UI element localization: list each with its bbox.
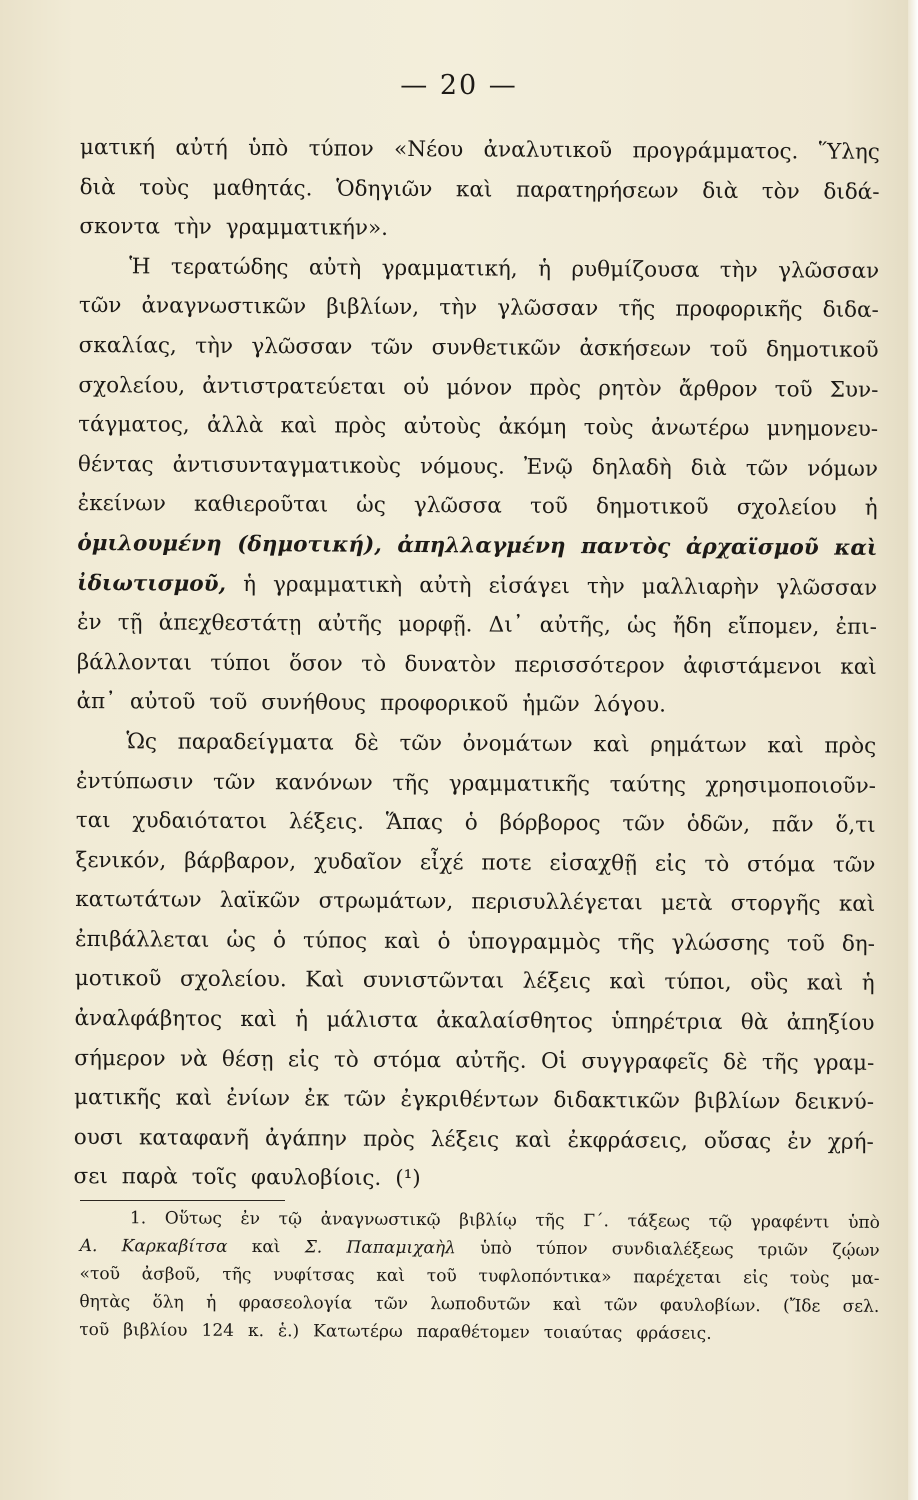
text-line: ἐκείνων καθιεροῦται ὡς γλῶσσα τοῦ δημοτικοῦ σχολείου ἡ <box>77 491 878 522</box>
text-line: σήμερον νὰ θέσῃ εἰς τὸ στόμα αὐτῆς. Οἱ συγγραφεῖς δὲ τῆς γραμ- <box>74 1045 875 1076</box>
text-line: ξενικόν, βάρβαρον, χυδαῖον εἶχέ ποτε εἰσαχθῇ εἰς τὸ στόμα τῶν <box>75 847 876 878</box>
text-line: τῶν ἀναγνωστικῶν βιβλίων, τὴν γλῶσσαν τῆς προφορικῆς διδα- <box>78 293 879 324</box>
text-line: μοτικοῦ σχολείου. Καὶ συνιστῶνται λέξεις καὶ τύποι, οὓς καὶ ἡ <box>74 966 875 997</box>
text-line: ὁμιλουμένη (δημοτική), ἀπηλλαγμένη παντὸς ἀρχαϊσμοῦ καὶ <box>77 530 878 561</box>
text-line: ἰδιωτισμοῦ, ἡ γραμματικὴ αὐτὴ εἰσάγει τὴν μαλλιαρὴν γλῶσσαν <box>77 570 878 601</box>
text-line: ἀναλφάβητος καὶ ἡ μάλιστα ἀκαλαίσθητος ὑπηρέτρια θὰ ἀπηξίου <box>74 1006 875 1036</box>
page-edge <box>908 0 918 1500</box>
main-text <box>73 128 880 1202</box>
footnote-line: Α. Καρκαβίτσα καὶ Σ. Παπαμιχαὴλ ὑπὸ τύπον συνδιαλέξεως τριῶν ζῴων <box>79 1235 880 1261</box>
text-line: διὰ τοὺς μαθητάς. Ὁδηγιῶν καὶ παρατηρήσεων διὰ τὸν διδά- <box>79 174 880 205</box>
text-line: ουσι καταφανῆ ἀγάπην πρὸς λέξεις καὶ ἐκφράσεις, οὔσας ἐν χρή- <box>73 1124 874 1155</box>
text-line: ματικῆς καὶ ἐνίων ἐκ τῶν ἐγκριθέντων διδακτικῶν βιβλίων δεικνύ- <box>73 1085 875 1116</box>
text-line: σκαλίας, τὴν γλῶσσαν τῶν συνθετικῶν ἀσκήσεων τοῦ δημοτικοῦ <box>78 332 879 363</box>
text-line: Ὡς παραδείγματα δὲ τῶν ὀνομάτων καὶ ρημάτων καὶ πρὸς <box>126 729 877 759</box>
page-number: — 20 — <box>400 70 518 101</box>
text-line: ἐν τῇ ἀπεχθεστάτῃ αὐτῆς μορφῇ. Δι᾽ αὐτῆς, ὡς ἤδη εἴπομεν, ἐπι- <box>76 610 877 641</box>
footnote-line: 1. Οὕτως ἐν τῷ ἀναγνωστικῷ βιβλίῳ τῆς Γ΄. τάξεως τῷ γραφέντι ὑπὸ <box>129 1208 880 1233</box>
text-line: κατωτάτων λαϊκῶν στρωμάτων, περισυλλέγεται μετὰ στοργῆς καὶ <box>75 887 876 918</box>
text-line: Ἡ τερατώδης αὐτὴ γραμματική, ἡ ρυθμίζουσα τὴν γλῶσσαν <box>129 254 880 284</box>
footnote-line: τοῦ βιβλίου 124 κ. ἑ.) Κατωτέρω παραθέτομεν τοιαύτας φράσεις. <box>79 1319 712 1344</box>
text-line: σχολείου, ἀντιστρατεύεται οὐ μόνον πρὸς ρητὸν ἄρθρον τοῦ Συν- <box>78 372 879 403</box>
text-line: ἀπ᾽ αὐτοῦ τοῦ συνήθους προφορικοῦ ἡμῶν λόγου. <box>76 689 667 718</box>
footnote <box>79 1204 880 1349</box>
text-line: ματική αὐτή ὑπὸ τύπον «Νέου ἀναλυτικοῦ προγράμματος. Ὕλης <box>79 134 880 165</box>
text-line: ἐντύπωσιν τῶν κανόνων τῆς γραμματικῆς ταύτης χρησιμοποιοῦν- <box>75 768 877 799</box>
text-line: ται χυδαιότατοι λέξεις. Ἅπας ὁ βόρβορος τῶν ὁδῶν, πᾶν ὅ,τι <box>75 808 876 838</box>
footnote-divider <box>80 1200 285 1201</box>
text-line: τάγματος, ἀλλὰ καὶ πρὸς αὐτοὺς ἀκόμη τοὺς ἀνωτέρω μνημονευ- <box>78 412 879 443</box>
text-line: σκοντα τὴν γραμματικήν». <box>79 214 389 242</box>
footnote-line: «τοῦ ἀσβοῦ, τῆς νυφίτσας καὶ τοῦ τυφλοπόντικα» παρέχεται εἰς τοὺς μα- <box>79 1263 880 1289</box>
text-line: ἐπιβάλλεται ὡς ὁ τύπος καὶ ὁ ὑπογραμμὸς τῆς γλώσσης τοῦ δη- <box>74 926 876 957</box>
text-line: θέντας ἀντισυνταγματικοὺς νόμους. Ἐνῷ δηλαδὴ διὰ τῶν νόμων <box>77 451 879 482</box>
text-line: σει παρὰ τοῖς φαυλοβίοις. (¹) <box>73 1164 421 1192</box>
footnote-line: θητὰς ὅλη ἡ φρασεολογία τῶν λωποδυτῶν καὶ τῶν φαυλοβίων. (Ἴδε σελ. <box>79 1291 880 1317</box>
text-line: βάλλονται τύποι ὅσον τὸ δυνατὸν περισσότερον ἀφιστάμενοι καὶ <box>76 649 877 680</box>
